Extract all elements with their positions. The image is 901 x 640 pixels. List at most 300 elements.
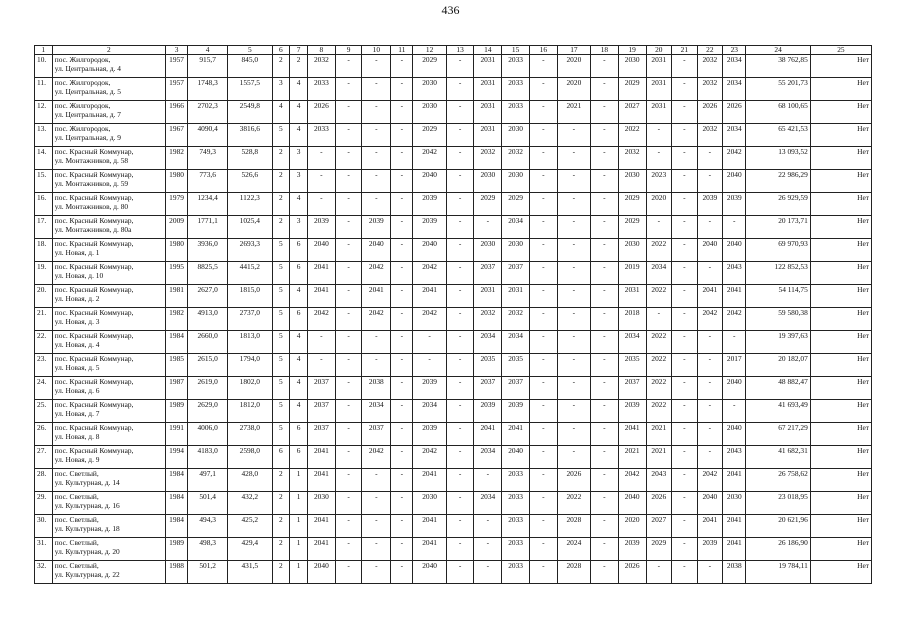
address-cell: пос. Жилгородок, ул. Центральная, д. 5 xyxy=(52,78,165,101)
table-cell: 526,6 xyxy=(228,170,272,193)
table-cell: 2 xyxy=(272,492,290,515)
cost-cell: 67 217,29 xyxy=(746,423,810,446)
table-cell: 2019 xyxy=(618,262,646,285)
column-header: 20 xyxy=(646,46,672,55)
table-cell: 2 xyxy=(272,216,290,239)
column-header: 4 xyxy=(188,46,228,55)
table-row xyxy=(35,55,872,78)
table-cell: 2041 xyxy=(413,538,446,561)
table-cell: - xyxy=(362,492,391,515)
table-cell: - xyxy=(446,101,474,124)
table-row xyxy=(35,308,872,331)
table-cell: - xyxy=(335,101,362,124)
table-cell: - xyxy=(591,147,619,170)
column-header: 2 xyxy=(52,46,165,55)
table-cell: 2033 xyxy=(502,561,530,584)
table-cell: 1984 xyxy=(165,492,187,515)
table-cell: - xyxy=(391,101,413,124)
table-cell: 1813,0 xyxy=(228,331,272,354)
table-cell: 6 xyxy=(290,262,308,285)
table-cell: 2 xyxy=(272,561,290,584)
table-cell: - xyxy=(391,515,413,538)
row-number-cell: 13. xyxy=(35,124,53,147)
table-row xyxy=(35,78,872,101)
table-row xyxy=(35,262,872,285)
table-cell: - xyxy=(335,170,362,193)
table-cell: 1557,5 xyxy=(228,78,272,101)
table-cell: - xyxy=(591,78,619,101)
cost-cell: 69 970,93 xyxy=(746,239,810,262)
row-number-cell: 27. xyxy=(35,446,53,469)
table-cell: 2039 xyxy=(697,538,723,561)
table-cell: 2026 xyxy=(308,101,336,124)
table-cell: 5 xyxy=(272,400,290,423)
table-cell: 2040 xyxy=(308,239,336,262)
table-cell: 1771,1 xyxy=(188,216,228,239)
table-cell: - xyxy=(362,354,391,377)
cost-cell: 19 397,63 xyxy=(746,331,810,354)
table-cell: - xyxy=(529,101,557,124)
table-cell: 2041 xyxy=(474,423,502,446)
table-cell: - xyxy=(672,262,698,285)
table-cell: 2041 xyxy=(362,285,391,308)
table-cell: 1966 xyxy=(165,101,187,124)
table-cell: 2027 xyxy=(618,101,646,124)
table-cell: - xyxy=(672,331,698,354)
table-cell: - xyxy=(557,446,590,469)
table-cell: 2034 xyxy=(502,216,530,239)
column-header: 8 xyxy=(308,46,336,55)
table-cell: 2032 xyxy=(697,78,723,101)
status-cell: Нет xyxy=(810,124,871,147)
table-cell: - xyxy=(335,147,362,170)
table-cell: - xyxy=(557,147,590,170)
table-cell: 1815,0 xyxy=(228,285,272,308)
table-cell: 845,0 xyxy=(228,55,272,78)
table-cell: 1995 xyxy=(165,262,187,285)
table-cell: - xyxy=(529,124,557,147)
row-number-cell: 12. xyxy=(35,101,53,124)
table-cell: - xyxy=(391,147,413,170)
table-cell: 2022 xyxy=(646,400,672,423)
row-number-cell: 22. xyxy=(35,331,53,354)
address-cell: пос. Красный Коммунар, ул. Новая, д. 10 xyxy=(52,262,165,285)
table-cell: 4415,2 xyxy=(228,262,272,285)
address-cell: пос. Светлый, ул. Культурная, д. 16 xyxy=(52,492,165,515)
address-cell: пос. Жилгородок, ул. Центральная, д. 4 xyxy=(52,55,165,78)
address-cell: пос. Красный Коммунар, ул. Новая, д. 3 xyxy=(52,308,165,331)
table-cell: 2022 xyxy=(557,492,590,515)
table-cell: 3 xyxy=(290,216,308,239)
cost-cell: 38 762,85 xyxy=(746,55,810,78)
row-number-cell: 18. xyxy=(35,239,53,262)
table-cell: - xyxy=(362,561,391,584)
status-cell: Нет xyxy=(810,377,871,400)
row-number-cell: 19. xyxy=(35,262,53,285)
table-cell: 2029 xyxy=(618,193,646,216)
table-cell: 915,7 xyxy=(188,55,228,78)
table-cell: 2029 xyxy=(646,538,672,561)
table-cell: 1802,0 xyxy=(228,377,272,400)
address-cell: пос. Красный Коммунар, ул. Новая, д. 4 xyxy=(52,331,165,354)
table-cell: - xyxy=(529,262,557,285)
table-cell: - xyxy=(672,216,698,239)
table-cell: 2034 xyxy=(474,331,502,354)
table-cell: - xyxy=(591,55,619,78)
table-cell: 2041 xyxy=(308,538,336,561)
table-cell: 2033 xyxy=(502,78,530,101)
table-cell: - xyxy=(446,55,474,78)
table-cell: 1122,3 xyxy=(228,193,272,216)
table-cell: 1984 xyxy=(165,331,187,354)
row-number-cell: 24. xyxy=(35,377,53,400)
table-cell: 6 xyxy=(272,446,290,469)
table-cell: 2027 xyxy=(646,515,672,538)
table-cell: 2033 xyxy=(502,538,530,561)
table-row xyxy=(35,193,872,216)
table-cell: 2029 xyxy=(474,193,502,216)
table-cell: - xyxy=(335,492,362,515)
table-cell: 2031 xyxy=(646,101,672,124)
table-cell: 2040 xyxy=(413,239,446,262)
table-cell: - xyxy=(591,377,619,400)
row-number-cell: 21. xyxy=(35,308,53,331)
table-cell: 2549,8 xyxy=(228,101,272,124)
table-cell: 2039 xyxy=(502,400,530,423)
table-cell: 6 xyxy=(290,446,308,469)
table-cell: 2041 xyxy=(697,285,723,308)
table-cell: 2038 xyxy=(362,377,391,400)
row-number-cell: 15. xyxy=(35,170,53,193)
table-cell: 2030 xyxy=(502,170,530,193)
table-cell: 2035 xyxy=(618,354,646,377)
table-cell: 2037 xyxy=(474,262,502,285)
table-cell: - xyxy=(591,561,619,584)
table-cell: 2660,0 xyxy=(188,331,228,354)
table-cell: - xyxy=(335,193,362,216)
table-cell: 2034 xyxy=(723,124,746,147)
table-cell: 2 xyxy=(272,515,290,538)
status-cell: Нет xyxy=(810,515,871,538)
table-cell: - xyxy=(591,423,619,446)
table-cell: - xyxy=(591,492,619,515)
table-cell: 2042 xyxy=(308,308,336,331)
table-cell: 5 xyxy=(272,331,290,354)
table-cell: 501,4 xyxy=(188,492,228,515)
cost-cell: 48 882,47 xyxy=(746,377,810,400)
table-cell: - xyxy=(672,446,698,469)
table-cell: 2040 xyxy=(362,239,391,262)
table-cell: 6 xyxy=(290,239,308,262)
status-cell: Нет xyxy=(810,101,871,124)
table-cell: - xyxy=(446,538,474,561)
table-cell: 2042 xyxy=(723,308,746,331)
table-cell: 2035 xyxy=(474,354,502,377)
address-cell: пос. Светлый, ул. Культурная, д. 22 xyxy=(52,561,165,584)
address-cell: пос. Красный Коммунар, ул. Новая, д. 5 xyxy=(52,354,165,377)
cost-cell: 59 580,38 xyxy=(746,308,810,331)
table-cell: - xyxy=(723,216,746,239)
table-cell: 2039 xyxy=(723,193,746,216)
table-cell: - xyxy=(335,262,362,285)
table-cell: - xyxy=(335,216,362,239)
column-header: 10 xyxy=(362,46,391,55)
table-cell: 2026 xyxy=(557,469,590,492)
table-cell: 2021 xyxy=(646,423,672,446)
table-cell: - xyxy=(529,239,557,262)
table-cell: - xyxy=(591,354,619,377)
table-cell: 2702,3 xyxy=(188,101,228,124)
row-number-cell: 26. xyxy=(35,423,53,446)
table-cell: 2031 xyxy=(646,78,672,101)
table-cell: - xyxy=(362,124,391,147)
table-cell: - xyxy=(697,400,723,423)
table-cell: - xyxy=(362,101,391,124)
table-cell: - xyxy=(557,216,590,239)
table-cell: - xyxy=(391,561,413,584)
column-header: 1 xyxy=(35,46,53,55)
table-cell: 6 xyxy=(290,308,308,331)
table-cell: 2042 xyxy=(362,446,391,469)
table-cell: - xyxy=(697,561,723,584)
table-cell: 2037 xyxy=(502,262,530,285)
table-cell: - xyxy=(591,308,619,331)
table-cell: 2040 xyxy=(723,170,746,193)
table-cell: 1 xyxy=(290,561,308,584)
table-cell: 1989 xyxy=(165,400,187,423)
table-cell: 2039 xyxy=(413,216,446,239)
table-cell: - xyxy=(697,147,723,170)
status-cell: Нет xyxy=(810,423,871,446)
table-cell: 2032 xyxy=(502,308,530,331)
row-number-cell: 23. xyxy=(35,354,53,377)
table-cell: - xyxy=(391,400,413,423)
table-cell: 431,5 xyxy=(228,561,272,584)
table-cell: 1 xyxy=(290,538,308,561)
table-cell: 2042 xyxy=(362,262,391,285)
table-cell: 2022 xyxy=(646,331,672,354)
table-cell: 4 xyxy=(290,78,308,101)
table-cell: 2041 xyxy=(308,469,336,492)
table-cell: - xyxy=(446,285,474,308)
table-cell: 2041 xyxy=(723,469,746,492)
table-cell: 2042 xyxy=(413,262,446,285)
table-cell: 2035 xyxy=(502,354,530,377)
table-cell: 3 xyxy=(272,78,290,101)
table-cell: 2029 xyxy=(618,78,646,101)
table-cell: 2033 xyxy=(502,492,530,515)
column-header: 23 xyxy=(723,46,746,55)
table-cell: 2039 xyxy=(413,423,446,446)
table-cell: - xyxy=(529,515,557,538)
table-cell: 4090,4 xyxy=(188,124,228,147)
row-number-cell: 11. xyxy=(35,78,53,101)
table-cell: - xyxy=(446,170,474,193)
table-cell: 2040 xyxy=(723,423,746,446)
table-cell: 501,2 xyxy=(188,561,228,584)
table-cell: - xyxy=(557,308,590,331)
table-row xyxy=(35,446,872,469)
table-cell: - xyxy=(646,308,672,331)
address-cell: пос. Красный Коммунар, ул. Монтажников, д. 59 xyxy=(52,170,165,193)
table-cell: - xyxy=(529,147,557,170)
table-cell: - xyxy=(529,423,557,446)
table-cell: - xyxy=(362,331,391,354)
table-cell: - xyxy=(391,446,413,469)
table-cell: 1794,0 xyxy=(228,354,272,377)
table-cell: 497,1 xyxy=(188,469,228,492)
address-cell: пос. Красный Коммунар, ул. Монтажников, д. 58 xyxy=(52,147,165,170)
table-cell: - xyxy=(557,331,590,354)
cost-cell: 19 784,11 xyxy=(746,561,810,584)
address-cell: пос. Красный Коммунар, ул. Новая, д. 6 xyxy=(52,377,165,400)
table-cell: - xyxy=(446,331,474,354)
cost-cell: 55 201,73 xyxy=(746,78,810,101)
table-row xyxy=(35,124,872,147)
table-cell: - xyxy=(446,400,474,423)
table-cell: - xyxy=(672,55,698,78)
cost-cell: 65 421,53 xyxy=(746,124,810,147)
column-header: 6 xyxy=(272,46,290,55)
table-cell: 2026 xyxy=(723,101,746,124)
table-cell: - xyxy=(697,354,723,377)
table-cell: - xyxy=(335,377,362,400)
table-cell: - xyxy=(646,147,672,170)
table-cell: - xyxy=(362,55,391,78)
table-cell: - xyxy=(446,239,474,262)
column-header: 19 xyxy=(618,46,646,55)
table-cell: - xyxy=(697,377,723,400)
table-cell: - xyxy=(362,193,391,216)
status-cell: Нет xyxy=(810,147,871,170)
table-cell: 2031 xyxy=(474,55,502,78)
cost-cell: 54 114,75 xyxy=(746,285,810,308)
row-number-cell: 16. xyxy=(35,193,53,216)
table-cell: 749,3 xyxy=(188,147,228,170)
table-cell: 5 xyxy=(272,239,290,262)
table-cell: 2041 xyxy=(308,285,336,308)
table-cell: - xyxy=(529,538,557,561)
table-cell: 5 xyxy=(272,423,290,446)
table-cell: - xyxy=(646,216,672,239)
table-cell: 2041 xyxy=(413,469,446,492)
table-cell: 2029 xyxy=(502,193,530,216)
column-header: 15 xyxy=(502,46,530,55)
column-header: 17 xyxy=(557,46,590,55)
table-cell: 2020 xyxy=(557,78,590,101)
table-cell: - xyxy=(672,423,698,446)
status-cell: Нет xyxy=(810,331,871,354)
table-cell: - xyxy=(529,377,557,400)
row-number-cell: 30. xyxy=(35,515,53,538)
table-cell: - xyxy=(646,561,672,584)
table-cell: 1025,4 xyxy=(228,216,272,239)
table-cell: 1 xyxy=(290,515,308,538)
address-cell: пос. Светлый, ул. Культурная, д. 18 xyxy=(52,515,165,538)
table-cell: 2034 xyxy=(362,400,391,423)
table-cell: 2615,0 xyxy=(188,354,228,377)
row-number-cell: 29. xyxy=(35,492,53,515)
status-cell: Нет xyxy=(810,285,871,308)
table-cell: 2032 xyxy=(308,55,336,78)
table-cell: 2020 xyxy=(646,193,672,216)
table-cell: - xyxy=(446,423,474,446)
table-cell: - xyxy=(591,446,619,469)
table-cell: - xyxy=(446,446,474,469)
table-cell: 2032 xyxy=(697,55,723,78)
table-cell: 2038 xyxy=(723,561,746,584)
status-cell: Нет xyxy=(810,469,871,492)
table-row xyxy=(35,400,872,423)
table-cell: 2040 xyxy=(413,170,446,193)
table-cell: 3816,6 xyxy=(228,124,272,147)
table-row xyxy=(35,561,872,584)
table-cell: 4 xyxy=(290,331,308,354)
table-cell: 2031 xyxy=(474,285,502,308)
table-cell: 2024 xyxy=(557,538,590,561)
table-cell: 2042 xyxy=(413,147,446,170)
table-cell: 2042 xyxy=(697,308,723,331)
table-cell: 1967 xyxy=(165,124,187,147)
table-row xyxy=(35,354,872,377)
table-cell: 2034 xyxy=(413,400,446,423)
table-cell: 1984 xyxy=(165,515,187,538)
table-cell: 2022 xyxy=(646,377,672,400)
table-cell: 2040 xyxy=(502,446,530,469)
table-cell: 2043 xyxy=(723,446,746,469)
table-cell: - xyxy=(446,147,474,170)
table-cell: - xyxy=(529,400,557,423)
table-cell: 1988 xyxy=(165,561,187,584)
column-number-row xyxy=(35,46,872,55)
table-cell: - xyxy=(697,262,723,285)
housing-repair-schedule-table xyxy=(34,45,872,584)
table-cell: 2037 xyxy=(474,377,502,400)
table-cell: - xyxy=(697,216,723,239)
status-cell: Нет xyxy=(810,561,871,584)
table-cell: 4 xyxy=(290,400,308,423)
table-cell: - xyxy=(557,124,590,147)
table-cell: - xyxy=(335,78,362,101)
table-cell: 2033 xyxy=(502,55,530,78)
table-cell: 1980 xyxy=(165,239,187,262)
table-cell: 2039 xyxy=(618,538,646,561)
table-cell: - xyxy=(308,147,336,170)
table-cell: 2032 xyxy=(502,147,530,170)
column-header: 21 xyxy=(672,46,698,55)
table-cell: - xyxy=(672,561,698,584)
status-cell: Нет xyxy=(810,538,871,561)
table-cell: 2037 xyxy=(618,377,646,400)
table-cell: - xyxy=(591,216,619,239)
table-cell: 1994 xyxy=(165,446,187,469)
table-cell: - xyxy=(391,78,413,101)
address-cell: пос. Красный Коммунар, ул. Новая, д. 1 xyxy=(52,239,165,262)
table-cell: 2028 xyxy=(557,515,590,538)
table-cell: 2022 xyxy=(646,354,672,377)
column-header: 11 xyxy=(391,46,413,55)
table-row xyxy=(35,170,872,193)
table-cell: - xyxy=(474,561,502,584)
table-cell: 1234,4 xyxy=(188,193,228,216)
table-cell: - xyxy=(474,538,502,561)
table-cell: 2037 xyxy=(362,423,391,446)
table-cell: 2041 xyxy=(308,262,336,285)
table-cell: 2041 xyxy=(413,285,446,308)
table-cell: - xyxy=(672,124,698,147)
table-cell: 2039 xyxy=(618,400,646,423)
table-row xyxy=(35,285,872,308)
